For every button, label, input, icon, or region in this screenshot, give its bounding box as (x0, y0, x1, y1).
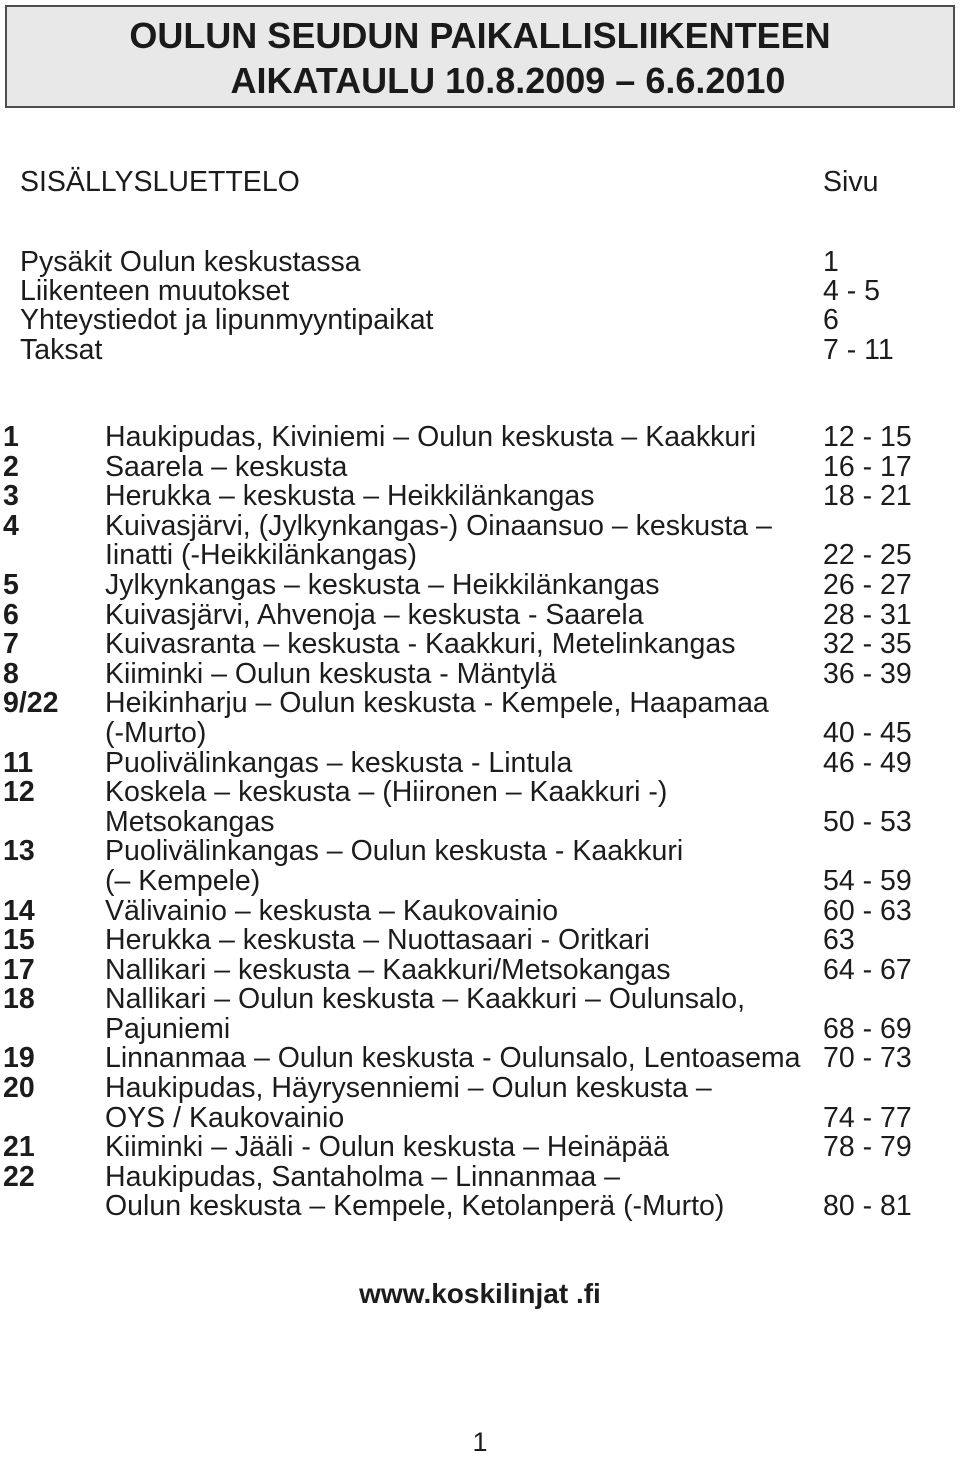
toc-entry (20, 277, 920, 306)
route-entry (3, 1044, 933, 1074)
toc-entry-pages: 1 (823, 246, 839, 278)
route-entry (3, 746, 933, 779)
route-entry (3, 778, 933, 837)
route-entry (3, 482, 933, 512)
route-number: 20 (3, 1072, 35, 1105)
route-description (105, 894, 933, 927)
toc-entry (20, 306, 920, 335)
route-number: 13 (3, 835, 35, 868)
route-number: 2 (3, 450, 19, 483)
page-number: 1 (472, 1427, 488, 1457)
route-description-line: Kiiminki – Oulun keskusta - Mäntylä (105, 657, 557, 690)
route-pages: 36 - 39 (823, 657, 912, 690)
route-description (105, 689, 933, 748)
route-pages: 32 - 35 (823, 628, 912, 661)
route-number: 21 (3, 1131, 35, 1164)
title-box (5, 5, 955, 108)
toc-entry (20, 333, 920, 366)
route-description (105, 450, 933, 483)
route-description-line: OYS / Kaukovainio (105, 1101, 345, 1134)
route-description-line: Koskela – keskusta – (Hiironen – Kaakkuri -) (105, 776, 668, 809)
route-number: 8 (3, 657, 19, 690)
toc-entry-title: Yhteystiedot ja lipunmyyntipaikat (20, 304, 434, 337)
website-link[interactable]: www.koskilinjat .fi (359, 1278, 601, 1309)
route-entry (3, 423, 933, 453)
route-description-line: Herukka – keskusta – Heikkilänkangas (105, 480, 595, 513)
route-description (105, 1044, 933, 1074)
route-number: 15 (3, 924, 35, 957)
route-description-line: Heikinharju – Oulun keskusta - Kempele, Haapamaa (105, 687, 769, 720)
route-description (105, 657, 933, 690)
route-description-line: Kuivasjärvi, Ahvenoja – keskusta - Saarela (105, 598, 644, 631)
toc-page-column-heading: Sivu (823, 166, 879, 198)
route-description-line: Oulun keskusta – Kempele, Ketolanperä (-Murto) (105, 1190, 725, 1223)
route-pages: 12 - 15 (823, 421, 912, 453)
route-pages: 40 - 45 (823, 716, 912, 749)
route-entry (3, 598, 933, 631)
toc-entry-pages: 6 (823, 304, 839, 337)
route-description (105, 746, 933, 779)
route-pages: 22 - 25 (823, 539, 912, 572)
route-entry (3, 450, 933, 483)
route-description-line: Haukipudas, Kiviniemi – Oulun keskusta – Kaakkuri (105, 421, 757, 453)
route-description-line: (– Kempele) (105, 864, 261, 897)
route-description-line: Nallikari – keskusta – Kaakkuri/Metsokangas (105, 953, 671, 986)
route-description-line: Kuivasjärvi, (Jylkynkangas-) Oinaansuo – keskusta – (105, 509, 772, 542)
route-description (105, 1160, 933, 1223)
route-description-line: Metsokangas (105, 805, 275, 838)
route-entry (3, 837, 933, 896)
route-pages: 70 - 73 (823, 1042, 912, 1075)
route-entry (3, 630, 933, 660)
document-title-line-2: AIKATAULU 10.8.2009 – 6.6.2010 (230, 60, 786, 101)
route-description (105, 509, 933, 572)
route-pages: 28 - 31 (823, 598, 912, 631)
route-pages: 63 (823, 924, 855, 957)
route-description-line: Pajuniemi (105, 1012, 231, 1045)
route-entry (3, 1074, 933, 1133)
route-number: 5 (3, 568, 19, 601)
route-description (105, 926, 933, 956)
route-number: 11 (3, 746, 34, 779)
toc-entry-pages: 7 - 11 (823, 333, 894, 366)
route-pages: 50 - 53 (823, 805, 912, 838)
route-entry (3, 1133, 933, 1163)
route-number: 12 (3, 776, 35, 809)
route-number: 1 (3, 421, 19, 453)
route-description-line: Välivainio – keskusta – Kaukovainio (105, 894, 559, 927)
toc-entry (20, 248, 920, 277)
route-pages: 74 - 77 (823, 1101, 912, 1134)
route-entry (3, 953, 933, 986)
general-entries (20, 248, 920, 365)
route-pages: 80 - 81 (823, 1190, 912, 1223)
route-description-line: (-Murto) (105, 716, 207, 749)
toc-heading: SISÄLLYSLUETTELO (20, 166, 300, 198)
route-number: 19 (3, 1042, 35, 1075)
route-description-line: Iinatti (-Heikkilänkangas) (105, 539, 418, 572)
route-entry (3, 985, 933, 1044)
route-entry (3, 926, 933, 956)
route-description (105, 953, 933, 986)
route-number: 17 (3, 953, 35, 986)
toc-entry-title: Taksat (20, 333, 103, 366)
route-description (105, 598, 933, 631)
route-pages: 46 - 49 (823, 746, 912, 779)
route-number: 18 (3, 983, 35, 1016)
route-description (105, 837, 933, 896)
route-number: 6 (3, 598, 19, 631)
route-entry (3, 689, 933, 748)
route-number: 4 (3, 509, 19, 542)
route-description-line: Saarela – keskusta (105, 450, 348, 483)
route-pages: 68 - 69 (823, 1012, 912, 1045)
route-description-line: Herukka – keskusta – Nuottasaari - Oritkari (105, 924, 650, 957)
route-description (105, 423, 933, 453)
route-pages: 16 - 17 (823, 450, 912, 483)
route-description (105, 1133, 933, 1163)
route-description-line: Puolivälinkangas – keskusta - Lintula (105, 746, 573, 779)
route-description-line: Jylkynkangas – keskusta – Heikkilänkangas (105, 568, 660, 601)
route-number: 9/22 (3, 687, 59, 720)
route-pages: 78 - 79 (823, 1131, 912, 1164)
route-entries (3, 423, 933, 1222)
route-number: 7 (3, 628, 19, 661)
route-number: 14 (3, 894, 35, 927)
toc-entry-title: Liikenteen muutokset (20, 275, 290, 308)
route-description (105, 985, 933, 1044)
route-description-line: Haukipudas, Häyrysenniemi – Oulun keskusta – (105, 1072, 712, 1105)
route-entry (3, 657, 933, 690)
route-pages: 18 - 21 (823, 480, 912, 513)
route-description (105, 1074, 933, 1133)
route-pages: 64 - 67 (823, 953, 912, 986)
route-description-line: Kuivasranta – keskusta - Kaakkuri, Metelinkangas (105, 628, 736, 661)
route-pages: 54 - 59 (823, 864, 912, 897)
route-pages: 26 - 27 (823, 568, 912, 601)
route-number: 22 (3, 1160, 35, 1193)
route-entry (3, 1160, 933, 1223)
route-entry (3, 568, 933, 601)
route-description-line: Nallikari – Oulun keskusta – Kaakkuri – Oulunsalo, (105, 983, 745, 1016)
document-title-line-1: OULUN SEUDUN PAIKALLISLIIKENTEEN (129, 15, 831, 56)
route-description-line: Linnanmaa – Oulun keskusta - Oulunsalo, Lentoasema (105, 1042, 801, 1075)
route-description-line: Puolivälinkangas – Oulun keskusta - Kaakkuri (105, 835, 684, 868)
route-description (105, 778, 933, 837)
route-description (105, 568, 933, 601)
route-description-line: Haukipudas, Santaholma – Linnanmaa – (105, 1160, 620, 1193)
route-entry (3, 894, 933, 927)
toc-entry-pages: 4 - 5 (823, 275, 881, 308)
route-number: 3 (3, 480, 19, 513)
route-entry (3, 509, 933, 572)
toc-entry-title: Pysäkit Oulun keskustassa (20, 246, 361, 278)
route-description (105, 482, 933, 512)
route-pages: 60 - 63 (823, 894, 912, 927)
route-description-line: Kiiminki – Jääli - Oulun keskusta – Heinäpää (105, 1131, 669, 1164)
route-description (105, 630, 933, 660)
